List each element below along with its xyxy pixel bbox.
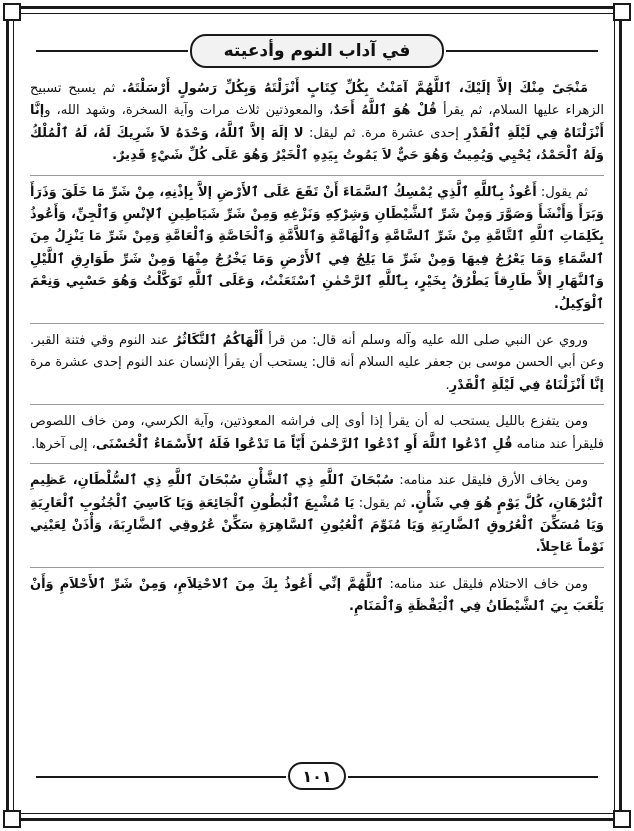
supplication-text: أَعُوذُ بِٱللَّهِ ٱلَّذِي يُمْسِكُ ٱلسَّمَاءَ أَنْ تَقَعَ عَلَى ٱلأَرْضِ إلاَّ بِإذْنِهِ، مِنْ شَرِّ مَا خَلَقَ وَذَرَأَ وَبَرَأَ وَأَنْشَأَ وَصَوَّرَ وَمِنْ شَرِّ ٱلشَّيْطَانِ وَشِرْكِهِ وَنَزْغِهِ وَمِنْ شَرِّ شَيَاطِينِ ٱلإنْسِ وَٱلْجِنِّ، وَأَعُوذُ بِكَلِمَاتِ ٱللَّهِ ٱلتَّامَّةِ مِنْ شَرِّ ٱلسَّامَّةِ وَٱلْهَامَّةِ وَٱللاَّمَّةِ وَٱلْخَاصَّةِ وَٱلْعَامَّةِ وَمِنْ شَرِّ مَا يَنْزِلُ مِنَ ٱلسَّمَاءِ وَمَا يَعْرُجُ فِيهَا وَمِنْ شَرِّ مَا يَلِجُ فِي ٱلأَرْضِ وَمَا يَخْرُجُ مِنْهَا وَمِنْ شَرِّ طَوَارِقِ ٱللَّيْلِ وَٱلنَّهَارِ إلاَّ طَارِقاً يَطْرُقُ بِخَيْرٍ، بِٱللَّهِ ٱلرَّحْمٰنِ ٱسْتَعَنْتُ، وَعَلَى ٱللَّهِ تَوَكَّلْتُ وَهُوَ حَسْبِي وَنِعْمَ ٱلْوَكِيلُ. [30, 184, 604, 312]
narrative-text: ، إلى آخرها. [31, 436, 96, 452]
paragraph-divider [30, 567, 604, 568]
paragraph [30, 411, 604, 456]
footer-rule-right [348, 776, 598, 778]
supplication-text: قُلْ هُوَ ٱللَّهُ أَحَدٌ [333, 103, 437, 119]
paragraph-divider [30, 463, 604, 464]
supplication-text: لا إلَهَ إلاَّ ٱللَّهُ، وَحْدَهُ لاَ شَرِيكَ لَهُ، لَهُ ٱلْمُلْكُ وَلَهُ ٱلْحَمْدُ، يُحْيِي وَيُمِيتُ وَهُوَ حَيٌّ لاَ يَمُوتُ بِيَدِهِ ٱلْخَيْرُ وَهُوَ عَلَى كُلِّ شَيْءٍ قَدِيرٌ. [30, 125, 604, 164]
narrative-text: إحدى عشرة مرة. ثم ليقل: [303, 125, 465, 141]
narrative-text: ثم يقول: [354, 495, 411, 511]
narrative-text: وروي عن النبي صلى الله عليه وآله وسلم أنه قال: من قرأ [263, 333, 588, 349]
chapter-header [190, 34, 444, 68]
footer-rule-left [36, 776, 286, 778]
corner-ornament [3, 3, 21, 21]
paragraph-divider [30, 323, 604, 324]
supplication-text: أَلْهَاكُمُ ٱلتَّكَاثُرُ [173, 333, 264, 349]
narrative-text: ، والمعوذتين ثلاث مرات وآية السخرة، وشهد الله، و [44, 103, 334, 119]
corner-ornament [3, 810, 21, 828]
page-body [30, 78, 604, 619]
narrative-text: ومن يخاف الأرق فليقل عند منامه: [393, 473, 588, 489]
chapter-title: في آداب النوم وأدعيته [223, 41, 411, 61]
supplication-text: إنَّا أَنْزَلْنَاهُ فِي لَيْلَةِ ٱلْقَدْرِ [30, 103, 604, 141]
page-number: ١٠١ [302, 766, 332, 786]
narrative-text: عند النوم وقي فتنة القبر. وعن أبي الحسن موسى بن جعفر عليه السلام أنه قال: يستحب أن يقرأ الإنسان عند النوم إحدى عشرة مرة [30, 333, 604, 371]
supplication-text: قُلِ ٱدْعُوا ٱللَّهَ أَوِ ٱدْعُوا ٱلرَّحْمٰنَ أَيّاً مَا تَدْعُوا فَلَهُ ٱلأَسْمَاءُ ٱلْحُسْنَى [95, 436, 513, 452]
header-rule-right [446, 50, 598, 52]
narrative-text: . [445, 377, 450, 393]
corner-ornament [613, 810, 631, 828]
supplication-text: يَا مُشْبِعَ ٱلْبُطُونِ ٱلْجَائِعَةِ وَيَا كَاسِيَ ٱلْجُنُوبِ ٱلْعَارِيَةِ وَيَا مُسَكِّنَ ٱلْعُرُوقِ ٱلضَّارِبَةِ وَيَا مُنَوِّمَ ٱلْعُيُونِ ٱلسَّاهِرَةِ سَكِّنْ عُرُوقِي ٱلضَّارِبَةَ، وَأْذَنْ لِعَيْنِي نَوْماً عَاجِلاً. [30, 495, 604, 556]
paragraph [30, 574, 604, 619]
corner-ornament [613, 3, 631, 21]
paragraph-divider [30, 404, 604, 405]
paragraph [30, 182, 604, 316]
paragraph [30, 330, 604, 397]
narrative-text: ثم يقول: [536, 184, 588, 200]
supplication-text: سُبْحَانَ ٱللَّهِ ذِي ٱلشَّأْنِ سُبْحَانَ ٱللَّهِ ذِي ٱلسُّلْطَانِ، عَظِيمِ ٱلْبُرْهَانِ، كُلَّ يَوْمٍ هُوَ فِي شَأْنٍ. [30, 473, 604, 511]
paragraph-divider [30, 175, 604, 176]
narrative-text: ومن خاف الاحتلام فليقل عند منامه: [383, 576, 588, 592]
paragraph [30, 78, 604, 168]
page-number-badge [288, 762, 346, 790]
supplication-text: ٱللَّهُمَّ إنِّي أَعُوذُ بِكَ مِنَ ٱلاحْتِلاَمِ، وَمِنْ شَرِّ ٱلأَحْلاَمِ وَأَنْ يَلْعَبَ بِيَ ٱلشَّيْطَانُ فِي ٱلْيَقْظَةِ وَٱلْمَنَامِ. [30, 576, 604, 615]
paragraph [30, 470, 604, 560]
supplication-text: إنَّا أَنْزَلْنَاهُ فِي لَيْلَةِ ٱلْقَدْرِ [449, 377, 604, 393]
supplication-text: مَنْجَىً مِنْكَ إلاَّ إلَيْكَ، ٱللَّهُمَّ آمَنْتُ بِكُلِّ كِتَابٍ أَنْزَلْتَهُ وَبِكُلِّ رَسُولٍ أَرْسَلْتَهُ. [122, 81, 589, 96]
narrative-text: ثم يسبح تسبيح الزهراء عليها السلام، ثم يقرأ [30, 81, 604, 119]
narrative-text: ومن يتفزع بالليل يستحب له أن يقرأ إذا أوى إلى فراشه المعوذتين، وآية الكرسي، ومن خاف اللصوص فليقرأ عند منامه [30, 414, 604, 452]
header-rule-left [36, 50, 188, 52]
